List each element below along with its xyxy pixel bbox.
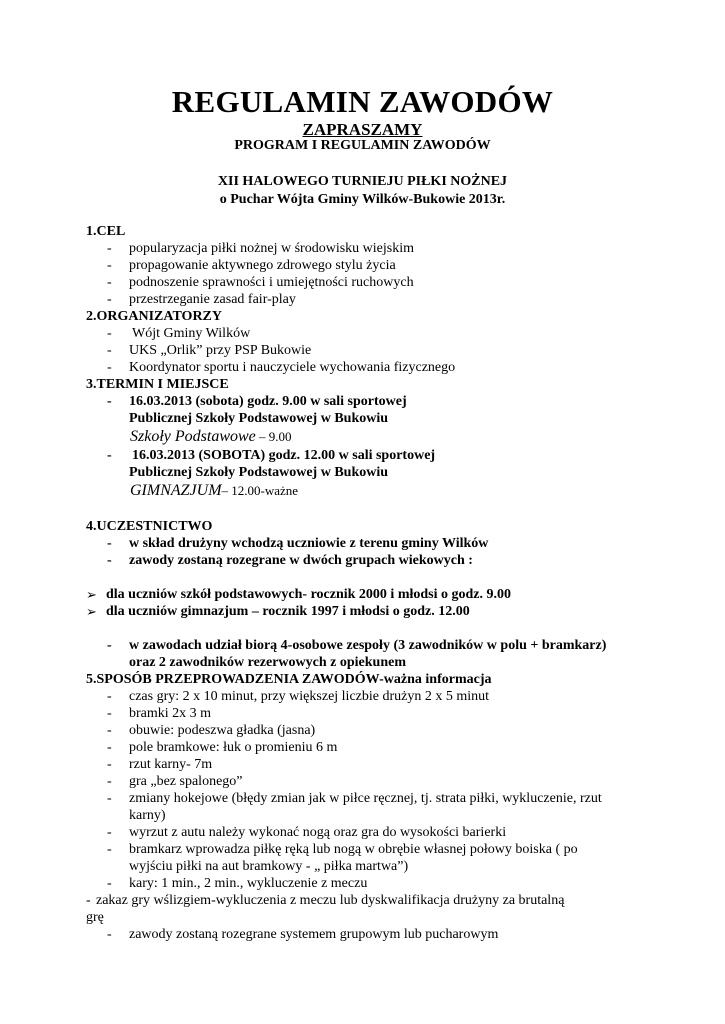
list-item: - przestrzeganie zasad fair-play [107,292,296,307]
list-item-continuation: grę [86,910,104,925]
age-group-item: ➢ dla uczniów gimnazjum – rocznik 1997 i młodsi o godz. 12.00 [86,604,470,619]
list-item-continuation: wyjściu piłki na aut bramkowy - „ piłka martwa”) [129,859,409,874]
event-cup: o Puchar Wójta Gminy Wilków-Bukowie 2013r. [219,192,506,207]
list-item-continuation: oraz 2 zawodników rezerwowych z opiekunem [129,655,406,670]
list-item-continuation: Publicznej Szkoły Podstawowej w Bukowiu [129,465,389,480]
list-item: - zawody zostaną rozegrane systemem grupowym lub pucharowym [107,927,499,942]
list-item: - 16.03.2013 (sobota) godz. 9.00 w sali sportowej [107,394,407,409]
list-item: - czas gry: 2 x 10 minut, przy większej liczbie drużyn 2 x 5 minut [107,689,490,704]
list-item: - zmiany hokejowe (błędy zmian jak w piłce ręcznej, tj. strata piłki, wykluczenie, rzut [107,791,602,806]
section-heading-sposob: 5.SPOSÓB PRZEPROWADZENIA ZAWODÓW-ważna informacja [86,672,492,687]
list-item: - zawody zostaną rozegrane w dwóch grupach wiekowych : [107,553,473,568]
list-item-continuation: Publicznej Szkoły Podstawowej w Bukowiu [129,411,389,426]
event-name: XII HALOWEGO TURNIEJU PIŁKI NOŻNEJ [217,174,508,189]
document-title: REGULAMIN ZAWODÓW [171,84,554,119]
document-subtitle: ZAPRASZAMY [302,120,423,139]
document-body [86,223,646,943]
arrow-bullet-icon: ➢ [86,587,97,602]
list-item: - zakaz gry wślizgiem-wykluczenia z meczu lub dyskwalifikacja drużyny za brutalną [86,893,565,908]
list-item: - w zawodach udział biorą 4-osobowe zespoły (3 zawodników w polu + bramkarz) [107,638,607,653]
list-item: - w skład drużyny wchodzą uczniowie z terenu gminy Wilków [107,536,489,551]
list-item: - podnoszenie sprawności i umiejętności ruchowych [107,275,414,290]
list-item-continuation: karny) [129,808,166,823]
list-item: - rzut karny- 7m [107,757,213,772]
list-item: - popularyzacja piłki nożnej w środowisku wiejskim [107,241,414,256]
age-group-item: ➢ dla uczniów szkół podstawowych- rocznik 2000 i młodsi o godz. 9.00 [86,587,511,602]
list-item: - pole bramkowe: łuk o promieniu 6 m [107,740,338,755]
list-item: - gra „bez spalonego” [107,774,243,789]
list-item: - obuwie: podeszwa gładka (jasna) [107,723,316,738]
program-heading: PROGRAM I REGULAMIN ZAWODÓW [234,138,491,153]
list-item: - kary: 1 min., 2 min., wykluczenie z meczu [107,876,368,891]
schedule-note: Szkoły Podstawowe – 9.00 [130,428,292,445]
list-item: - Koordynator sportu i nauczyciele wychowania fizycznego [107,360,456,375]
list-item: - propagowanie aktywnego zdrowego stylu życia [107,258,396,273]
arrow-bullet-icon: ➢ [86,604,97,619]
list-item: - wyrzut z autu należy wykonać nogą oraz gra do wysokości barierki [107,825,507,840]
list-item: - bramki 2x 3 m [107,706,212,721]
list-item: - UKS „Orlik” przy PSP Bukowie [107,343,312,358]
section-heading-termin: 3.TERMIN I MIEJSCE [86,377,229,392]
list-item: - Wójt Gminy Wilków [107,326,251,341]
section-heading-uczestnictwo: 4.UCZESTNICTWO [86,519,213,534]
list-item: - 16.03.2013 (SOBOTA) godz. 12.00 w sali sportowej [107,448,436,463]
section-heading-cel: 1.CEL [86,224,126,239]
section-heading-organizatorzy: 2.ORGANIZATORZY [86,309,223,324]
list-item: - bramkarz wprowadza piłkę ręką lub nogą w obrębie własnej połowy boiska ( po [107,842,578,857]
schedule-note: GIMNAZJUM– 12.00-ważne [130,482,299,499]
